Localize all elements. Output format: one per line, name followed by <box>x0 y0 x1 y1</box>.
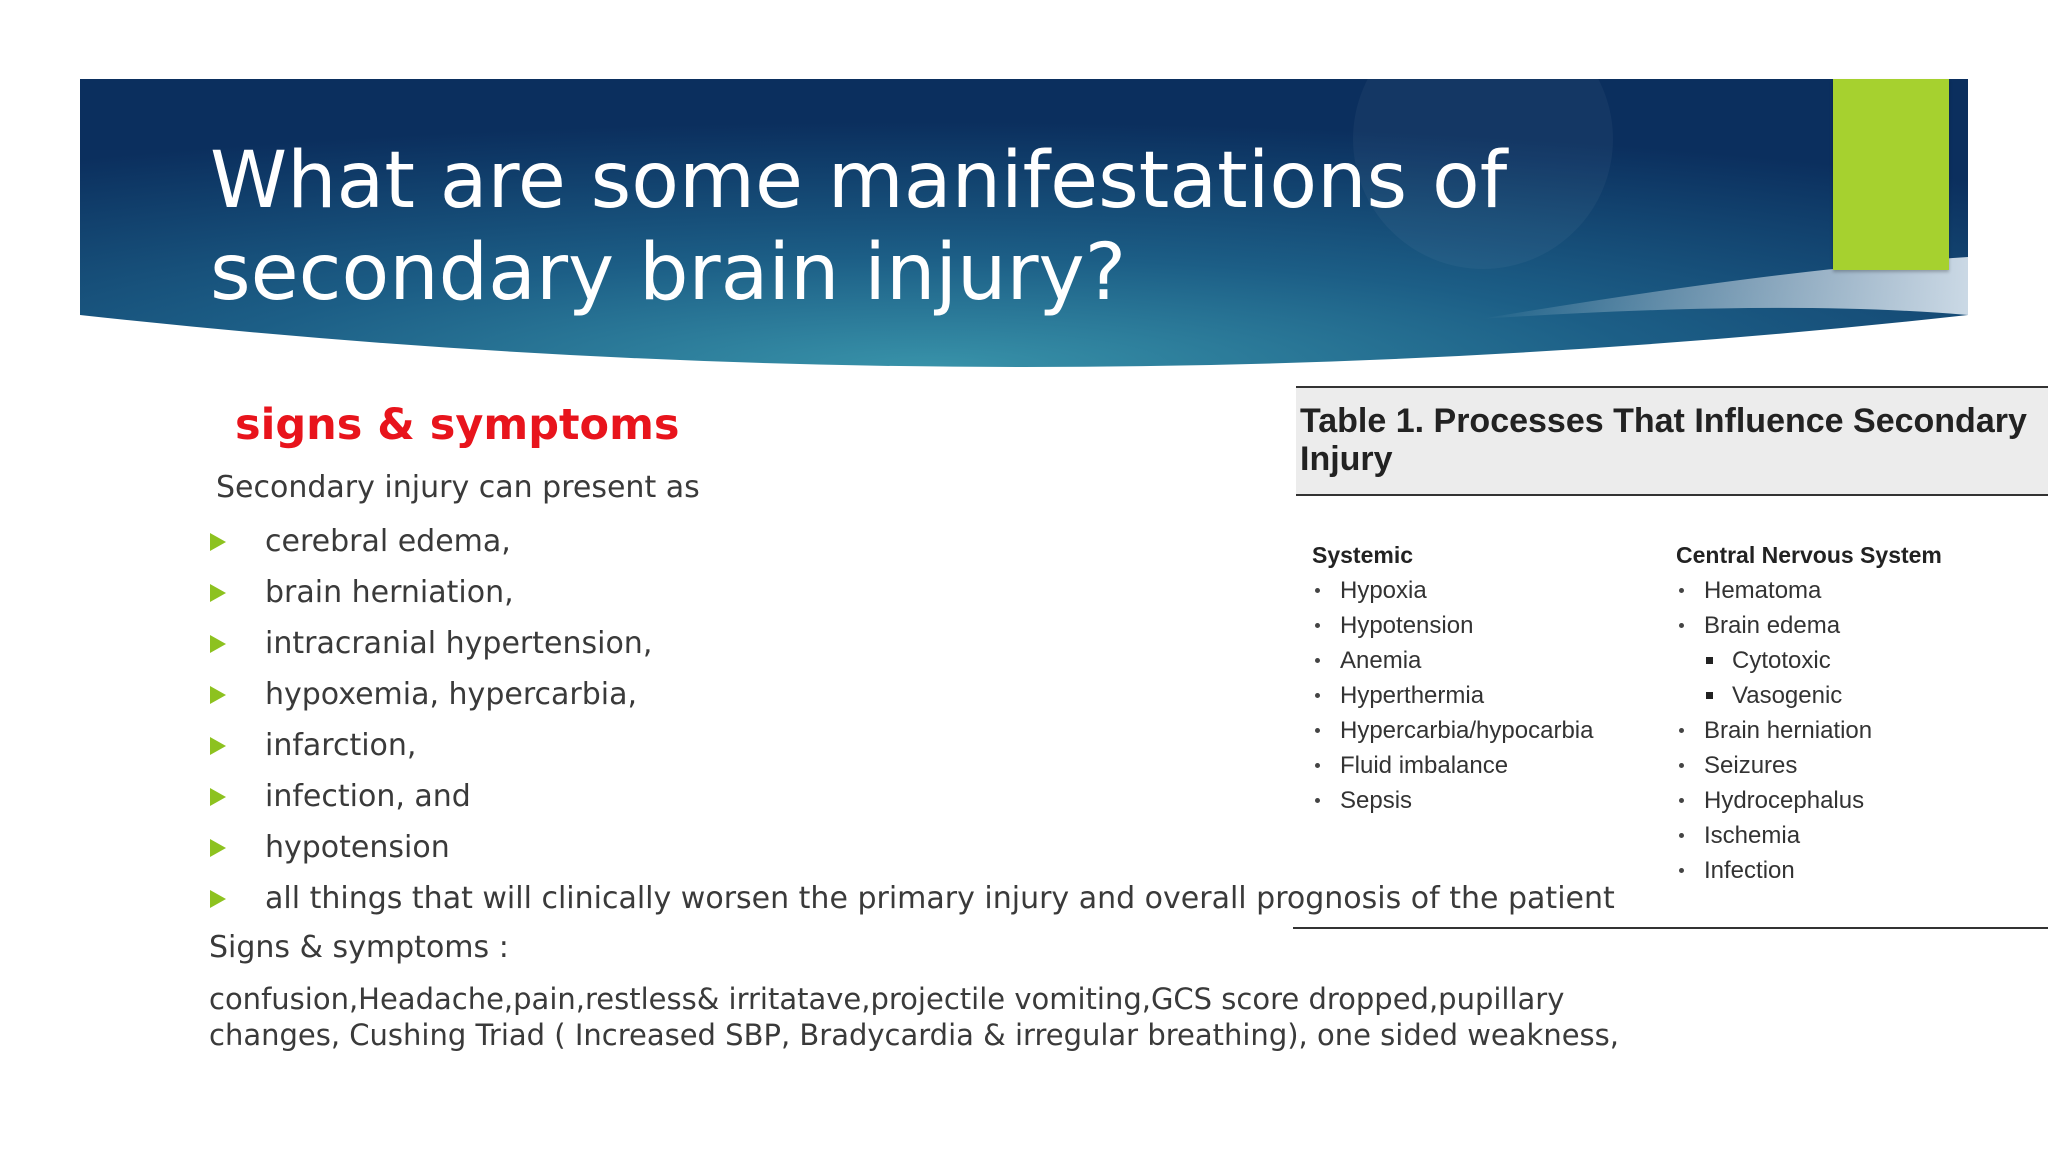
list-item: Hydrocephalus <box>1676 783 1942 818</box>
bullet-dot-icon <box>1679 833 1684 838</box>
list-item: Brain herniation <box>1676 713 1942 748</box>
list-item: Infection <box>1676 853 1942 888</box>
signs-label: Signs & symptoms : <box>209 930 509 965</box>
list-item: Fluid imbalance <box>1312 748 1593 783</box>
bullet-arrow-icon <box>210 839 226 857</box>
list-item: Vasogenic <box>1676 678 1942 713</box>
column-header: Systemic <box>1312 542 1414 568</box>
systemic-column <box>1312 538 1593 818</box>
bullet-dot-icon <box>1315 588 1320 593</box>
table-title: Table 1. Processes That Influence Secondary Injury <box>1300 402 2027 478</box>
intro-text: Secondary injury can present as <box>216 470 700 505</box>
bullet-dot-icon <box>1315 693 1320 698</box>
bullet-dot-icon <box>1315 658 1320 663</box>
bullet-arrow-icon <box>210 788 226 806</box>
bullet-dot-icon <box>1315 763 1320 768</box>
section-heading: signs & symptoms <box>235 400 680 450</box>
bullet-arrow-icon <box>210 890 226 908</box>
bullet-dot-icon <box>1315 728 1320 733</box>
list-item: Hematoma <box>1676 573 1942 608</box>
column-header: Central Nervous System <box>1676 542 1942 568</box>
bullet-dot-icon <box>1679 588 1684 593</box>
list-item: Hypotension <box>1312 608 1593 643</box>
bullet-arrow-icon <box>210 737 226 755</box>
bullet-dot-icon <box>1679 763 1684 768</box>
signs-text: confusion,Headache,pain,restless& irritatave,projectile vomiting,GCS score dropped,pupillary changes, Cushing Triad ( Increased SBP, Bradycardia & irregular breathing), one sided weakness, <box>209 982 1619 1052</box>
bullet-dot-icon <box>1679 868 1684 873</box>
list-item: Seizures <box>1676 748 1942 783</box>
list-item: Cytotoxic <box>1676 643 1942 678</box>
cns-column <box>1676 538 1942 888</box>
accent-bar <box>1833 79 1949 270</box>
slide-title: What are some manifestations of secondary brain injury? <box>210 136 1508 318</box>
list-item: Hyperthermia <box>1312 678 1593 713</box>
list-item: Ischemia <box>1676 818 1942 853</box>
list-item: Anemia <box>1312 643 1593 678</box>
list-item: Sepsis <box>1312 783 1593 818</box>
bullet-square-icon <box>1706 692 1713 699</box>
bullet-dot-icon <box>1315 623 1320 628</box>
bullet-dot-icon <box>1679 728 1684 733</box>
slide: What are some manifestations of secondary brain injury? signs & symptoms Secondary injury can present as cerebral edema, brain herniation, intracranial hypertension, hypoxemia, hypercarbia, infarction, infection, and hypotension all things that will clinically worsen the primary injury and overall prognosis of the patient Signs & symptoms : confusion,Headache,pain,restless& irritatave,projectile vomiting,GCS score dropped,pupillary changes, Cushing Triad ( Increased SBP, Bradycardia & irregular breathing), one sided weakness, Table 1. Processes That Influence Secondary Injury Systemic Hypoxia Hypotension Anemia Hyperthermia Hypercarbia/hypocarbia Fluid imbalance Sepsis Central Nervous System Hematoma Brain edema Cytotoxic Vasogenic Brain herniation Seizures Hydrocephalus Ischemia Infection <box>0 0 2048 1152</box>
bullet-arrow-icon <box>210 686 226 704</box>
table-header-rule <box>1296 494 2048 496</box>
bullet-arrow-icon <box>210 533 226 551</box>
bullet-dot-icon <box>1679 623 1684 628</box>
list-item: Brain edema <box>1676 608 1942 643</box>
list-item: Hypoxia <box>1312 573 1593 608</box>
bullet-arrow-icon <box>210 584 226 602</box>
bullet-dot-icon <box>1679 798 1684 803</box>
bullet-arrow-icon <box>210 635 226 653</box>
list-item: Hypercarbia/hypocarbia <box>1312 713 1593 748</box>
bullet-square-icon <box>1706 657 1713 664</box>
processes-table <box>1296 386 2048 931</box>
table-bottom-rule <box>1293 927 2048 929</box>
bullet-dot-icon <box>1315 798 1320 803</box>
table-header <box>1296 388 2048 494</box>
